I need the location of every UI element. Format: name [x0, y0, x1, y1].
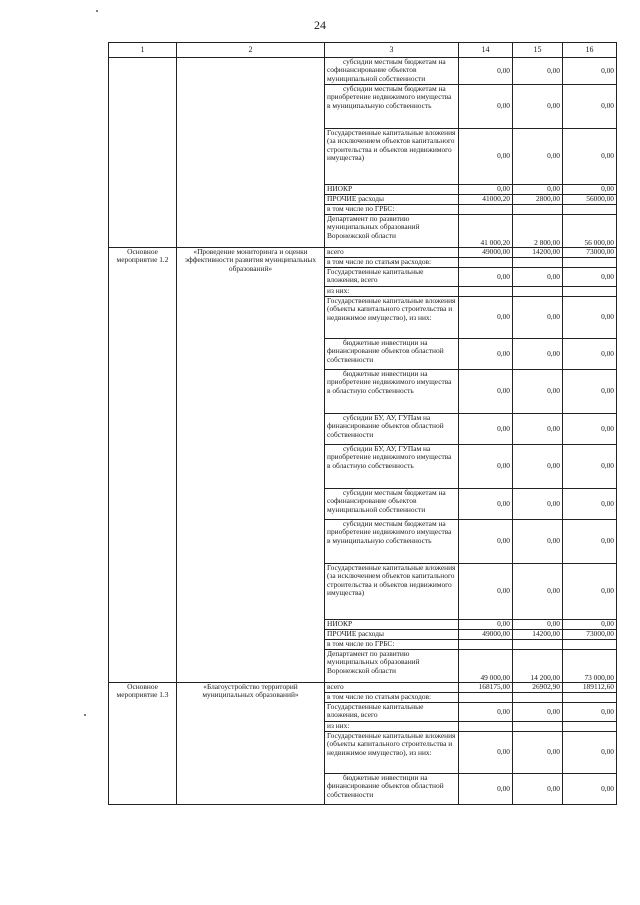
value-cell-15 [513, 722, 563, 732]
value-cell-16: 0,00 [563, 339, 617, 370]
value-cell-16 [563, 693, 617, 703]
value-cell-14: 0,00 [459, 774, 513, 805]
value-cell-15: 14200,00 [513, 248, 563, 258]
expense-label-cell: из них: [325, 287, 459, 297]
value-cell-16: 56000,00 [563, 195, 617, 205]
expense-label-cell: НИОКР [325, 620, 459, 630]
expense-label-cell: субсидии местным бюджетам на приобретение недвижимого имущества в муниципальную собственность [325, 520, 459, 564]
value-cell-15: 0,00 [513, 732, 563, 774]
table-row [109, 58, 617, 85]
value-cell-14 [459, 693, 513, 703]
value-cell-15: 0,00 [513, 445, 563, 489]
value-cell-14: 0,00 [459, 185, 513, 195]
value-cell-15: 0,00 [513, 85, 563, 129]
expense-label-cell: Государственные капитальные вложения, всего [325, 268, 459, 287]
column-header: 16 [563, 43, 617, 58]
expense-label-cell: всего [325, 248, 459, 258]
expense-label-cell: ПРОЧИЕ расходы [325, 630, 459, 640]
value-cell-14 [459, 722, 513, 732]
value-cell-15: 0,00 [513, 339, 563, 370]
expense-label-cell: в том числе по статьям расходов: [325, 258, 459, 268]
value-cell-14: 0,00 [459, 268, 513, 287]
value-cell-15: 0,00 [513, 268, 563, 287]
blank-cell [177, 58, 325, 248]
value-cell-14: 0,00 [459, 445, 513, 489]
value-cell-15 [513, 693, 563, 703]
expense-label-cell: Государственные капитальные вложения (объекты капитального строительства и недвижимое имущество), из них: [325, 297, 459, 339]
value-cell-15: 2 800,00 [513, 215, 563, 248]
value-cell-16: 189112,60 [563, 683, 617, 693]
expense-label-cell: субсидии местным бюджетам на софинансирование объектов муниципальной собственности [325, 489, 459, 520]
scan-speck [84, 714, 86, 716]
expense-label-cell: в том числе по ГРБС: [325, 640, 459, 650]
value-cell-15: 14200,00 [513, 630, 563, 640]
value-cell-15: 0,00 [513, 489, 563, 520]
value-cell-14: 0,00 [459, 85, 513, 129]
value-cell-16: 0,00 [563, 58, 617, 85]
value-cell-15: 0,00 [513, 414, 563, 445]
table-row [109, 683, 617, 693]
expense-label-cell: в том числе по ГРБС: [325, 205, 459, 215]
value-cell-16: 0,00 [563, 703, 617, 722]
expense-label-cell: Департамент по развитию муниципальных образований Воронежской области [325, 650, 459, 683]
value-cell-16: 73000,00 [563, 630, 617, 640]
value-cell-15: 0,00 [513, 58, 563, 85]
value-cell-15: 0,00 [513, 370, 563, 414]
value-cell-16: 0,00 [563, 414, 617, 445]
value-cell-14: 0,00 [459, 703, 513, 722]
value-cell-15 [513, 258, 563, 268]
expense-label-cell: всего [325, 683, 459, 693]
expense-label-cell: Государственные капитальные вложения (за исключением объектов капитального строительства и объектов недвижимого имущества) [325, 564, 459, 620]
value-cell-16 [563, 258, 617, 268]
value-cell-14: 0,00 [459, 520, 513, 564]
expense-label-cell: Государственные капитальные вложения (за исключением объектов капитального строительства и объектов недвижимого имущества) [325, 129, 459, 185]
value-cell-15: 0,00 [513, 185, 563, 195]
value-cell-14 [459, 205, 513, 215]
expense-label-cell: субсидии местным бюджетам на софинансирование объектов муниципальной собственности [325, 58, 459, 85]
value-cell-15: 0,00 [513, 774, 563, 805]
column-header: 2 [177, 43, 325, 58]
value-cell-16: 73 000,00 [563, 650, 617, 683]
value-cell-14: 0,00 [459, 129, 513, 185]
value-cell-14 [459, 640, 513, 650]
expense-label-cell: ПРОЧИЕ расходы [325, 195, 459, 205]
value-cell-15 [513, 287, 563, 297]
value-cell-16: 0,00 [563, 370, 617, 414]
value-cell-16: 0,00 [563, 297, 617, 339]
measure-id-cell: Основное мероприятие 1.3 [109, 683, 177, 805]
value-cell-16: 0,00 [563, 520, 617, 564]
value-cell-14: 49000,00 [459, 630, 513, 640]
table-header-row [109, 43, 617, 58]
value-cell-14: 0,00 [459, 620, 513, 630]
value-cell-14: 0,00 [459, 58, 513, 85]
value-cell-15: 0,00 [513, 520, 563, 564]
value-cell-16: 0,00 [563, 268, 617, 287]
value-cell-15: 14 200,00 [513, 650, 563, 683]
value-cell-16: 73000,00 [563, 248, 617, 258]
value-cell-14 [459, 258, 513, 268]
value-cell-15 [513, 205, 563, 215]
column-header: 3 [325, 43, 459, 58]
expense-label-cell: в том числе по статьям расходов: [325, 693, 459, 703]
value-cell-14: 0,00 [459, 564, 513, 620]
column-header: 1 [109, 43, 177, 58]
expense-label-cell: Департамент по развитию муниципальных образований Воронежской области [325, 215, 459, 248]
expense-label-cell: Государственные капитальные вложения (объекты капитального строительства и недвижимое имущество), из них: [325, 732, 459, 774]
value-cell-14: 0,00 [459, 489, 513, 520]
value-cell-14: 49000,00 [459, 248, 513, 258]
value-cell-16: 0,00 [563, 564, 617, 620]
value-cell-14: 0,00 [459, 414, 513, 445]
value-cell-16: 0,00 [563, 620, 617, 630]
value-cell-16: 0,00 [563, 774, 617, 805]
value-cell-16 [563, 722, 617, 732]
value-cell-16: 0,00 [563, 85, 617, 129]
value-cell-16: 0,00 [563, 185, 617, 195]
value-cell-15: 0,00 [513, 620, 563, 630]
column-header: 15 [513, 43, 563, 58]
value-cell-16 [563, 640, 617, 650]
value-cell-15: 0,00 [513, 297, 563, 339]
value-cell-14: 168175,00 [459, 683, 513, 693]
value-cell-16: 56 000,00 [563, 215, 617, 248]
column-header: 14 [459, 43, 513, 58]
expense-label-cell: субсидии БУ, АУ, ГУПам на финансирование объектов областной собственности [325, 414, 459, 445]
value-cell-14: 0,00 [459, 339, 513, 370]
value-cell-14: 49 000,00 [459, 650, 513, 683]
value-cell-16: 0,00 [563, 129, 617, 185]
value-cell-14: 41000,20 [459, 195, 513, 205]
value-cell-14: 0,00 [459, 370, 513, 414]
value-cell-15: 0,00 [513, 564, 563, 620]
expense-label-cell: из них: [325, 722, 459, 732]
page-number: 24 [314, 18, 326, 32]
measure-name-cell: «Проведение мониторинга и оценки эффективности развития муниципальных образований» [177, 248, 325, 683]
value-cell-14: 0,00 [459, 297, 513, 339]
expense-label-cell: субсидии БУ, АУ, ГУПам на приобретение недвижимого имущества в областную собственность [325, 445, 459, 489]
value-cell-16: 0,00 [563, 732, 617, 774]
value-cell-16: 0,00 [563, 445, 617, 489]
value-cell-14 [459, 287, 513, 297]
value-cell-14: 41 000,20 [459, 215, 513, 248]
expense-label-cell: бюджетные инвестиции на финансирование объектов областной собственности [325, 339, 459, 370]
value-cell-16 [563, 205, 617, 215]
expense-label-cell: НИОКР [325, 185, 459, 195]
expense-label-cell: Государственные капитальные вложения, всего [325, 703, 459, 722]
value-cell-15: 2800,00 [513, 195, 563, 205]
value-cell-15: 26902,90 [513, 683, 563, 693]
value-cell-15: 0,00 [513, 129, 563, 185]
measure-name-cell: «Благоустройство территорий муниципальных образований» [177, 683, 325, 805]
measure-id-cell: Основное мероприятие 1.2 [109, 248, 177, 683]
expense-label-cell: субсидии местным бюджетам на приобретение недвижимого имущества в муниципальную собственность [325, 85, 459, 129]
value-cell-15: 0,00 [513, 703, 563, 722]
value-cell-16: 0,00 [563, 489, 617, 520]
expense-label-cell: бюджетные инвестиции на приобретение недвижимого имущества в областную собственность [325, 370, 459, 414]
scan-speck [96, 10, 98, 12]
budget-table [108, 42, 617, 805]
value-cell-14: 0,00 [459, 732, 513, 774]
value-cell-16 [563, 287, 617, 297]
table-row [109, 248, 617, 258]
blank-cell [109, 58, 177, 248]
value-cell-15 [513, 640, 563, 650]
expense-label-cell: бюджетные инвестиции на финансирование объектов областной собственности [325, 774, 459, 805]
